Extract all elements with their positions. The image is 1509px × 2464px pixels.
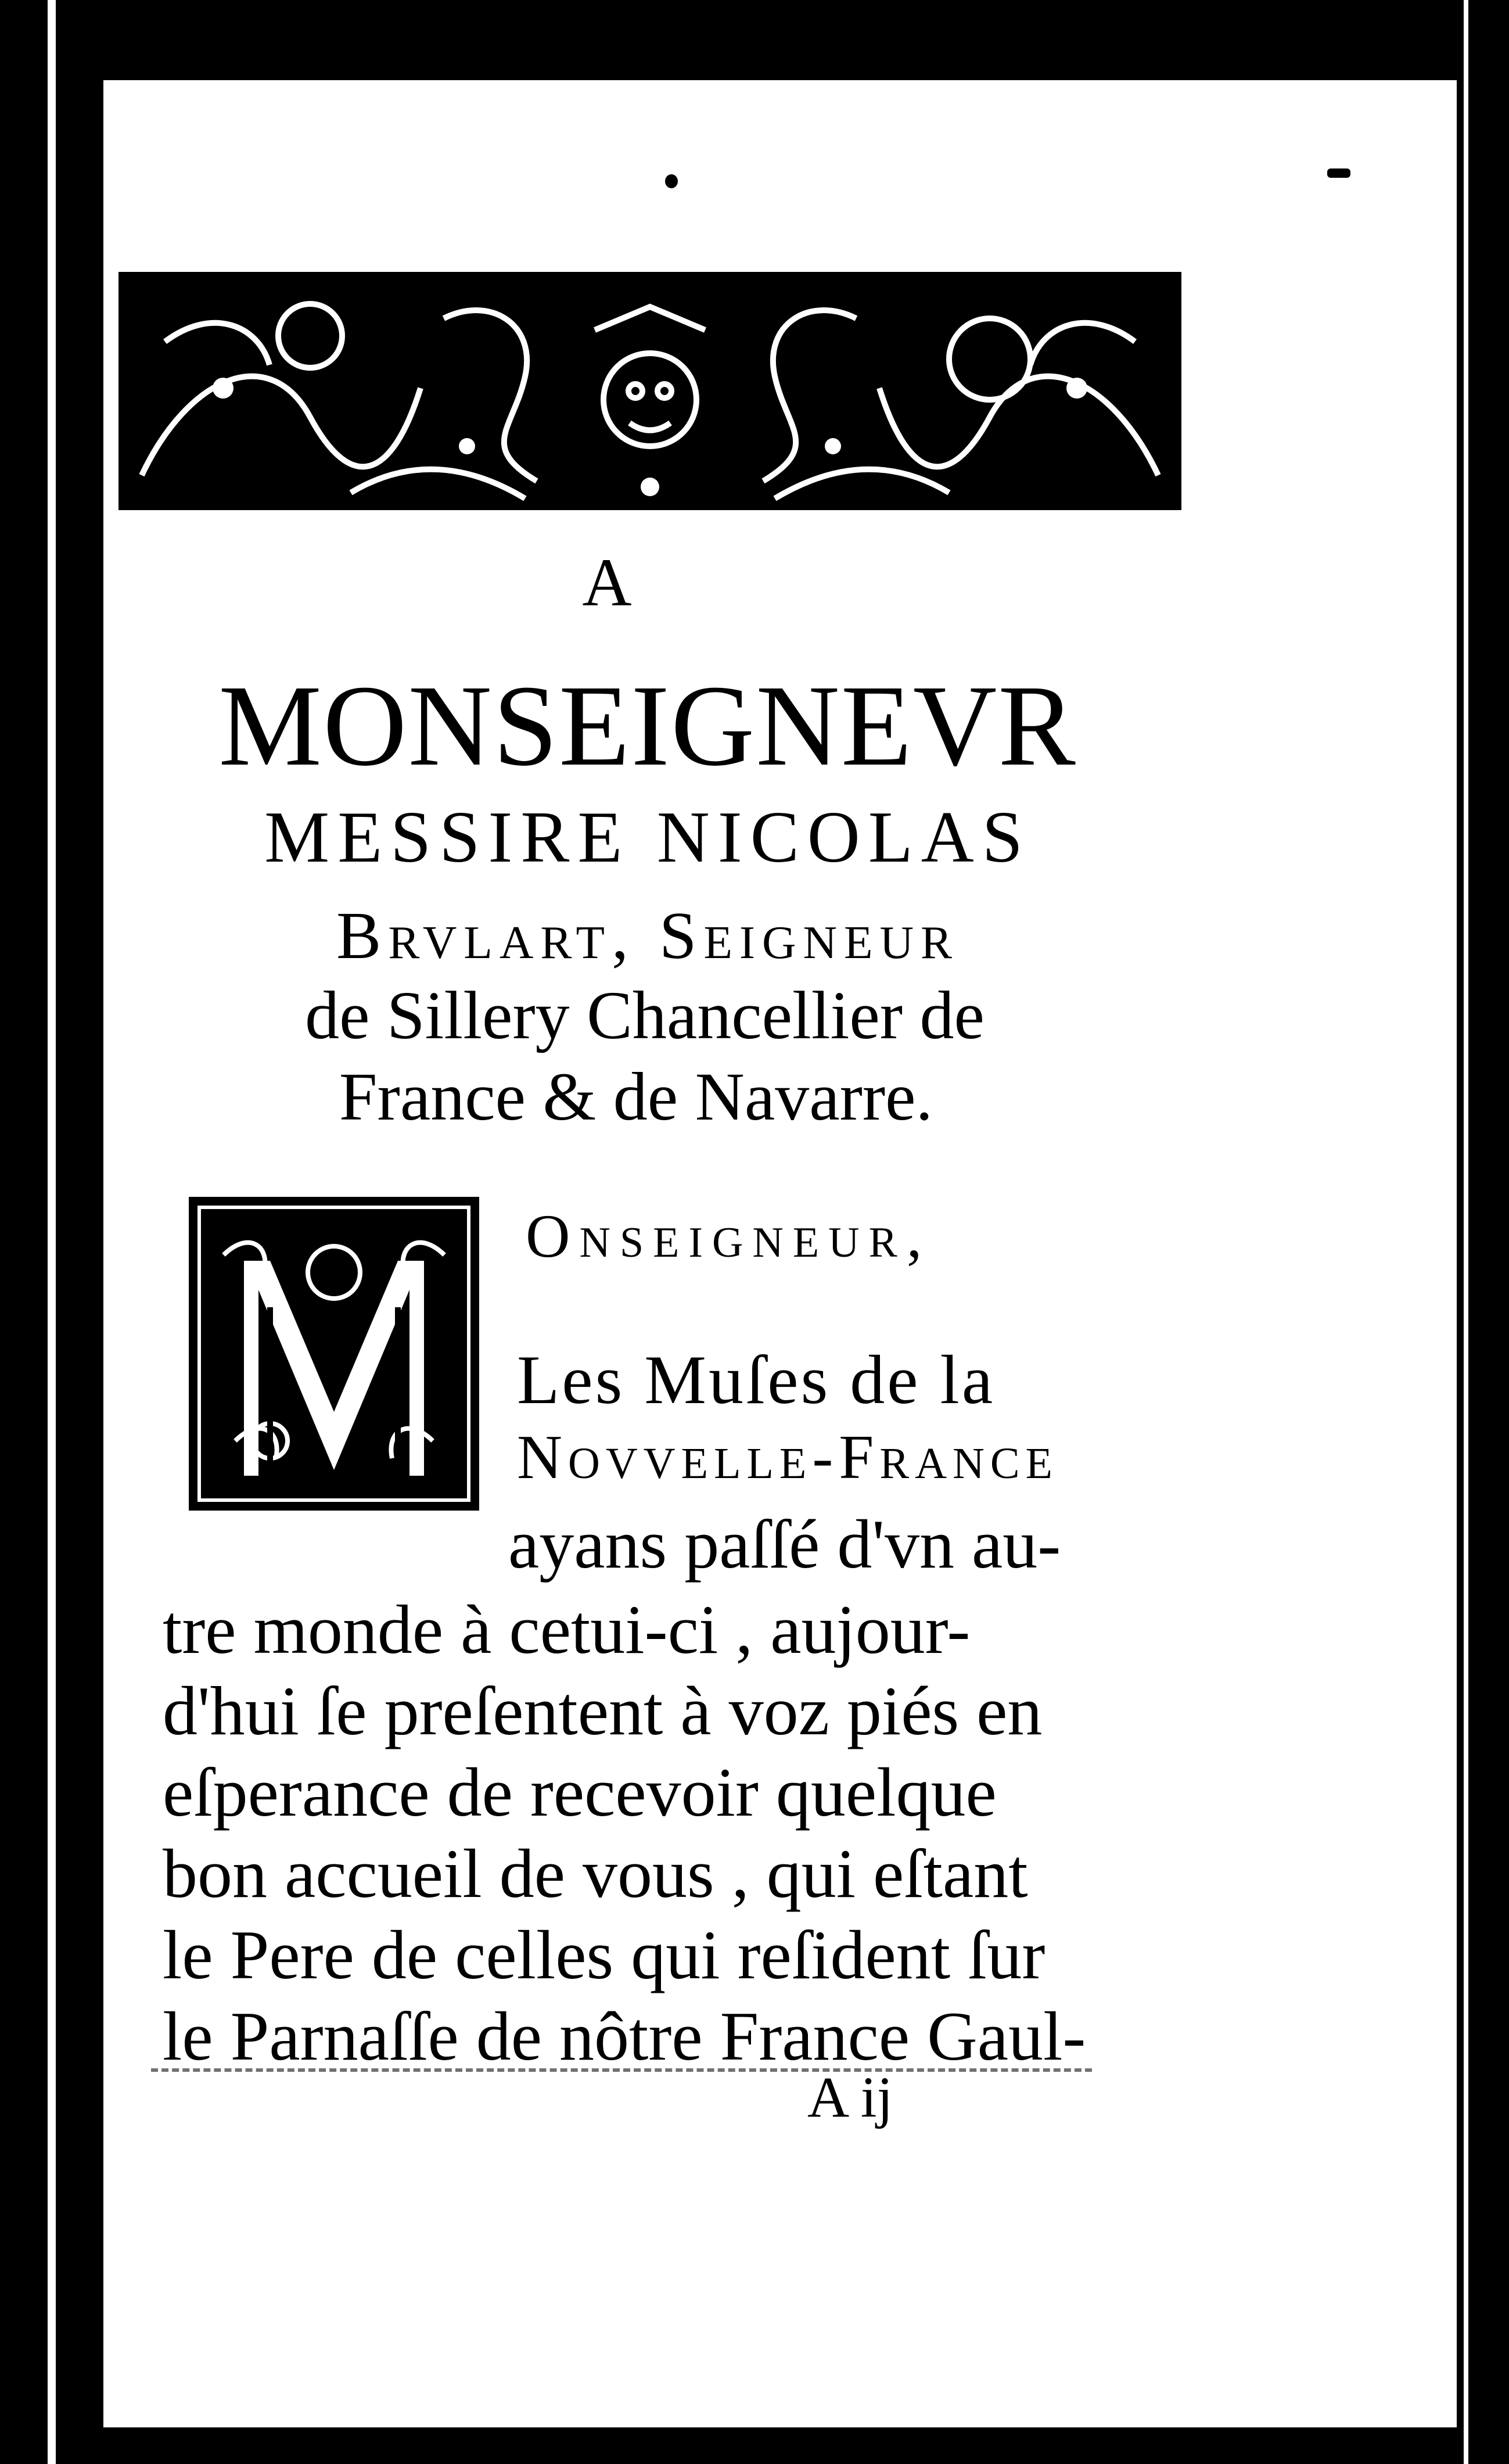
ink-speck [665, 174, 678, 188]
signature-mark: A ij [807, 2065, 893, 2129]
heading-france: France & de Navarre. [339, 1059, 933, 1135]
text-line: tre monde à cetui-ci , aujour- [163, 1591, 971, 1668]
heading-messire: MESSIRE NICOLAS [264, 797, 1031, 878]
page-edge-line [48, 0, 56, 2464]
text-line: Les Muſes de la [517, 1341, 996, 1418]
dropcap-m-icon [189, 1197, 479, 1511]
dashed-rule [151, 2068, 1092, 2072]
ink-speck [1327, 168, 1350, 178]
text-line: ayans paſſé d'vn au- [508, 1505, 1061, 1583]
heading-dedication-a: A [582, 544, 632, 621]
decorative-headpiece-icon [118, 272, 1181, 510]
text-line: d'hui ſe preſentent à voz piés en [163, 1672, 1043, 1749]
page-edge-line [1464, 0, 1468, 2464]
text-line: eſperance de recevoir quelque [163, 1753, 997, 1831]
text-line: Novvelle-France [517, 1423, 1058, 1492]
heading-brulart: Brvlart, Seigneur [336, 899, 959, 973]
text-line: le Parnaſſe de nôtre France Gaul- [163, 1997, 1086, 2075]
text-line: bon accueil de vous , qui eſtant [163, 1835, 1028, 1912]
heading-sillery: de Sillery Chancellier de [305, 977, 985, 1053]
text-line: le Pere de celles qui reſident ſur [163, 1916, 1045, 1993]
heading-monseigneur: MONSEIGNEVR [218, 662, 1077, 790]
salutation: Onseigneur, [526, 1202, 932, 1270]
